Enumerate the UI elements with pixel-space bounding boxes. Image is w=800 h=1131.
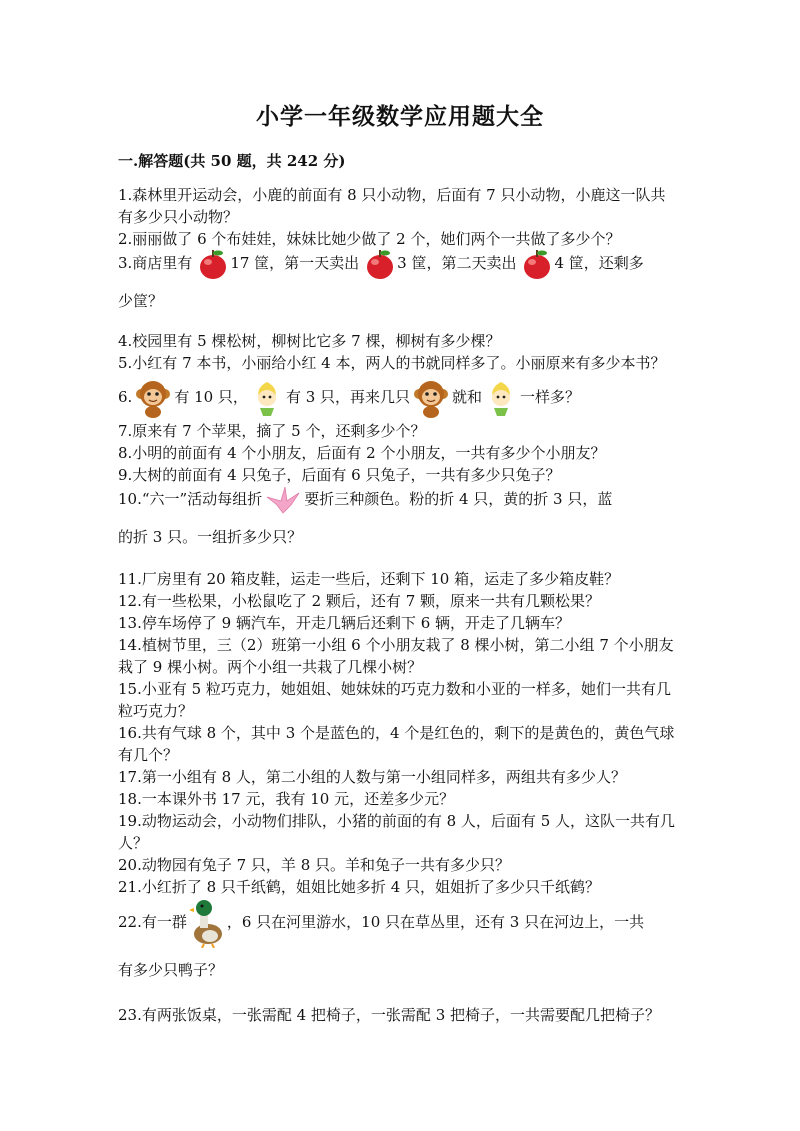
question-2: 2.丽丽做了 6 个布娃娃，妹妹比她少做了 2 个，她们两个一共做了多少个？ xyxy=(118,230,621,248)
monkey-icon xyxy=(135,378,171,418)
question-20: 20.动物园有兔子 7 只，羊 8 只。羊和兔子一共有多少只？ xyxy=(118,856,511,874)
question-15: 15.小亚有 5 粒巧克力，她姐姐、她妹妹的巧克力数和小亚的一样多，她们一共有几粒巧克力？ xyxy=(118,680,671,720)
question-14: 14.植树节里，三（2）班第一小组 6 个小朋友栽了 8 棵小树，第二小组 7 个小朋友栽了 9 棵小树。两个小组一共栽了几棵小树？ xyxy=(118,636,674,676)
question-6: 6. 有 10 只， 有 3 只，再来几只 就和 一样多？ xyxy=(118,374,678,420)
question-23: 23.有两张饭桌，一张需配 4 把椅子，一张需配 3 把椅子，一共需要配几把椅子？ xyxy=(118,1006,661,1024)
question-19: 19.动物运动会，小动物们排队，小猪的前面的有 8 人，后面有 5 人，这队一共有几人？ xyxy=(118,812,676,852)
monkey-icon xyxy=(413,378,449,418)
peach-doll-icon xyxy=(251,378,283,418)
section-heading: 一.解答题(共 50 题，共 242 分) xyxy=(118,152,346,170)
question-11: 11.厂房里有 20 箱皮鞋，运走一些后，还剩下 10 箱，运走了多少箱皮鞋？ xyxy=(118,570,620,588)
question-list xyxy=(118,184,678,1026)
question-8: 8.小明的前面有 4 个小朋友，后面有 2 个小朋友，一共有多少个小朋友？ xyxy=(118,444,606,462)
paper-crane-icon xyxy=(265,483,301,517)
question-12: 12.有一些松果，小松鼠吃了 2 颗后，还有 7 颗，原来一共有几颗松果？ xyxy=(118,592,601,610)
apple-basket-icon xyxy=(363,247,397,281)
question-16: 16.共有气球 8 个，其中 3 个是蓝色的，4 个是红色的，剩下的是黄色的，黄色气球有几个？ xyxy=(118,724,675,764)
question-5: 5.小红有 7 本书，小丽给小红 4 本，两人的书就同样多了。小丽原来有多少本书？ xyxy=(118,354,666,372)
duck-icon xyxy=(190,898,224,948)
question-1: 1.森林里开运动会，小鹿的前面有 8 只小动物，后面有 7 只小动物，小鹿这一队共有多少只小动物？ xyxy=(118,186,666,226)
question-13: 13.停车场停了 9 辆汽车，开走几辆后还剩下 6 辆，开走了几辆车？ xyxy=(118,614,571,632)
page-title: 小学一年级数学应用题大全 xyxy=(256,103,544,130)
peach-doll-icon xyxy=(485,378,517,418)
question-10: 10.“六一”活动每组折 要折三种颜色。粉的折 4 只，黄的折 3 只，蓝 的折 3 只。一组折多少只？ xyxy=(118,480,678,556)
question-22: 22.有一群 ，6 只在河里游水，10 只在草丛里，还有 3 只在河边上，一共 有多少只鸭子？ xyxy=(118,898,678,992)
question-17: 17.第一小组有 8 人，第二小组的人数与第一小组同样多，两组共有多少人？ xyxy=(118,768,626,786)
apple-basket-icon xyxy=(196,247,230,281)
apple-basket-icon xyxy=(520,247,554,281)
question-7: 7.原来有 7 个苹果，摘了 5 个，还剩多少个？ xyxy=(118,422,426,440)
question-9: 9.大树的前面有 4 只兔子，后面有 6 只兔子，一共有多少只兔子？ xyxy=(118,466,561,484)
question-4: 4.校园里有 5 棵松树，柳树比它多 7 棵，柳树有多少棵？ xyxy=(118,332,501,350)
question-18: 18.一本课外书 17 元，我有 10 元，还差多少元？ xyxy=(118,790,455,808)
question-3: 3.商店里有 17 筐，第一天卖出 3 筐，第二天卖出 4 筐，还剩多 少筐？ xyxy=(118,244,678,320)
question-21: 21.小红折了 8 只千纸鹤，姐姐比她多折 4 只，姐姐折了多少只千纸鹤？ xyxy=(118,878,601,896)
